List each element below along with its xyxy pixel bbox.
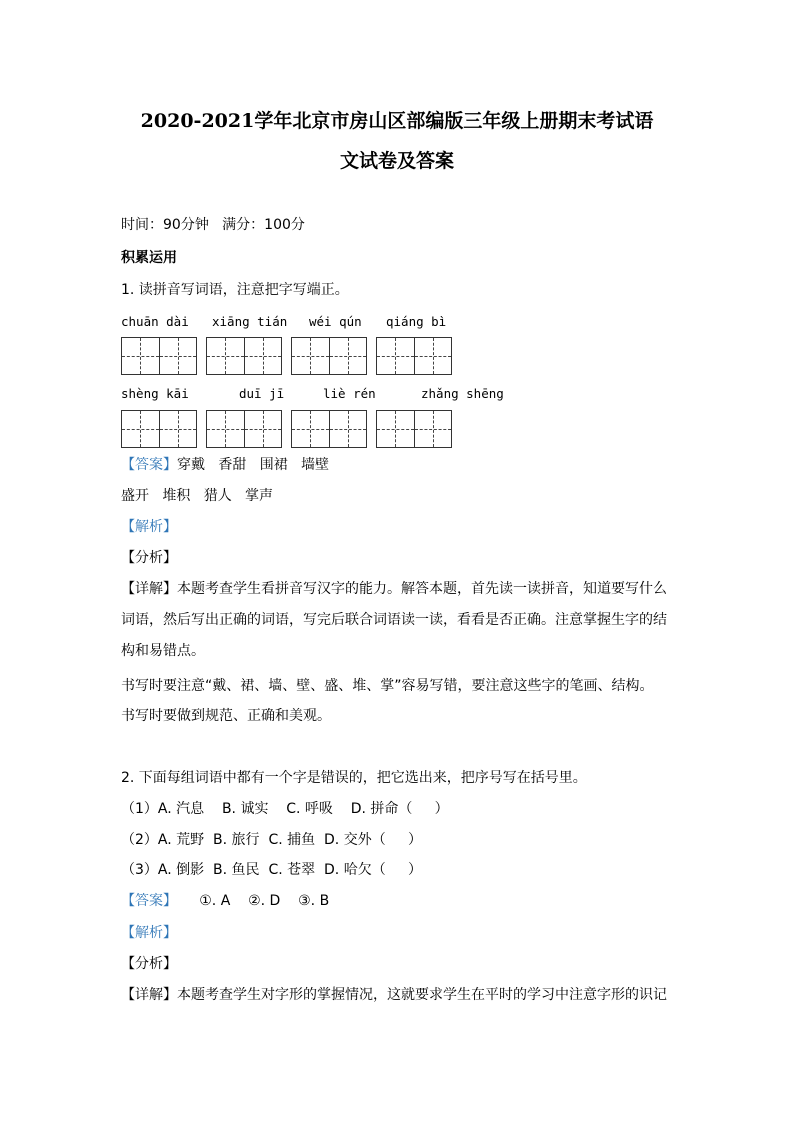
writing-grid <box>206 337 282 375</box>
writing-grid <box>291 410 367 448</box>
pinyin: wéi qún <box>309 314 362 329</box>
pinyin: zhǎng shēng <box>421 386 504 401</box>
pinyin: shèng kāi <box>121 386 189 401</box>
q2-prompt: 2. 下面每组词语中都有一个字是错误的，把它选出来，把序号写在括号里。 <box>121 770 587 786</box>
pinyin: liè rén <box>323 386 376 401</box>
exam-meta: 时间：90分钟 满分：100分 <box>121 217 305 233</box>
detail-text: 本题考查学生看拼音写汉字的能力。解答本题，首先读一读拼音，知道要写什么 <box>177 581 667 597</box>
detail-tag: 【详解】 <box>121 581 177 597</box>
writing-grid <box>121 337 197 375</box>
writing-grid <box>291 337 367 375</box>
pinyin: duī jī <box>239 386 285 401</box>
answer-tag: 【答案】 <box>121 893 177 909</box>
q1-detail-line: 构和易错点。 <box>121 643 205 659</box>
q1-answer-line2: 盛开 堆积 猎人 掌声 <box>121 488 274 504</box>
q2-fenxi-tag: 【分析】 <box>121 956 177 972</box>
pinyin: chuān dài <box>121 314 189 329</box>
q1-answer <box>121 456 329 474</box>
writing-grid <box>206 410 282 448</box>
writing-grid <box>121 410 197 448</box>
q1-detail-line: 书写时要做到规范、正确和美观。 <box>121 708 331 724</box>
section-heading: 积累运用 <box>121 250 177 266</box>
q1-detail <box>121 580 667 598</box>
q1-detail-line: 词语，然后写出正确的词语，写完后联合词语读一读，看看是否正确。注意掌握生字的结 <box>121 612 667 628</box>
q1-jiexi-tag: 【解析】 <box>121 519 177 535</box>
q2-answer <box>121 892 329 910</box>
pinyin: xiāng tián <box>212 314 288 329</box>
q1-prompt: 1. 读拼音写词语，注意把字写端正。 <box>121 282 349 298</box>
q2-item: （2）A. 荒野 B. 旅行 C. 捕鱼 D. 交外（ ） <box>121 832 422 848</box>
detail-text: 本题考查学生对字形的掌握情况，这就要求学生在平时的学习中注意字形的识记 <box>177 987 667 1003</box>
detail-tag: 【详解】 <box>121 987 177 1003</box>
answer-text: 穿戴 香甜 围裙 墙壁 <box>177 457 330 473</box>
q2-item: （3）A. 倒影 B. 鱼民 C. 苍翠 D. 哈欠（ ） <box>121 862 422 878</box>
q2-jiexi-tag: 【解析】 <box>121 925 177 941</box>
doc-title-line2: 文试卷及答案 <box>339 150 454 172</box>
q2-detail <box>121 986 667 1004</box>
pinyin: qiáng bì <box>386 314 447 329</box>
answer-text: ①. A ②. D ③. B <box>177 893 330 909</box>
q2-item: （1）A. 汽息 B. 诚实 C. 呼吸 D. 拼命（ ） <box>121 801 449 817</box>
q1-fenxi-tag: 【分析】 <box>121 550 177 566</box>
writing-grid <box>376 337 452 375</box>
answer-tag: 【答案】 <box>121 457 177 473</box>
q1-detail-line: 书写时要注意“戴、裙、墙、壁、盛、堆、掌”容易写错，要注意这些字的笔画、结构。 <box>121 678 654 694</box>
writing-grid <box>376 410 452 448</box>
doc-title-line1: 2020-2021学年北京市房山区部编版三年级上册期末考试语 <box>140 110 654 132</box>
